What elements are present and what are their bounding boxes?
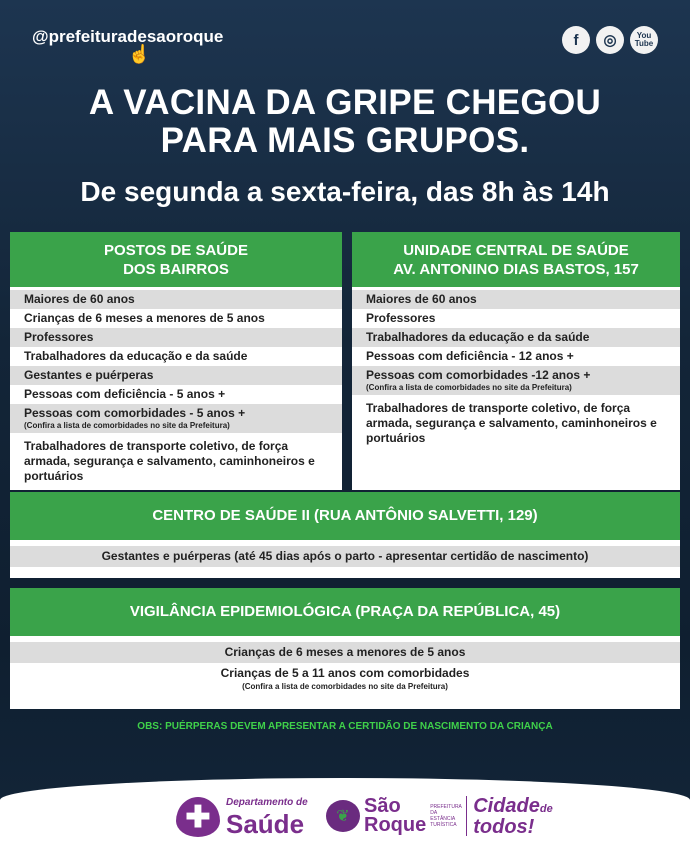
list-item xyxy=(10,328,342,347)
left-panel xyxy=(10,232,342,490)
vigilancia-row-1: Crianças de 6 meses a menores de 5 anos xyxy=(10,642,680,663)
city-name-line-1: São xyxy=(364,795,401,817)
list-item xyxy=(10,309,342,328)
list-item xyxy=(352,347,680,366)
vigilancia-row-2-note: (Confira a lista de comorbidades no site da Prefeitura) xyxy=(242,682,448,691)
list-item-label: Maiores de 60 anos xyxy=(24,292,135,306)
list-item xyxy=(10,385,342,404)
slogan-line-1: Cidade xyxy=(473,794,540,817)
dept-big-text: Saúde xyxy=(226,809,305,839)
list-item-label: Pessoas com comorbidades - 5 anos + xyxy=(24,406,246,420)
list-item-label: Professores xyxy=(366,311,436,325)
list-item xyxy=(10,290,342,309)
obs-note: OBS: PUÉRPERAS DEVEM APRESENTAR A CERTIDÃO DE NASCIMENTO DA CRIANÇA xyxy=(137,721,553,732)
vigilancia-box xyxy=(10,588,680,709)
list-item-label: Crianças de 6 meses a menores de 5 anos xyxy=(24,311,265,325)
left-panel-header xyxy=(10,232,342,287)
list-item xyxy=(10,404,342,433)
right-panel-subtitle: AV. ANTONINO DIAS BASTOS, 157 xyxy=(393,261,639,278)
slogan-line-2: todos! xyxy=(473,815,535,838)
schedule: De segunda a sexta-feira, das 8h às 14h xyxy=(80,176,610,207)
dept-small-text: Departamento de xyxy=(226,797,308,808)
grape-heart-icon: ❦ xyxy=(326,800,360,832)
list-item xyxy=(10,366,342,385)
left-panel-list xyxy=(10,287,342,486)
city-name-line-2: Roque xyxy=(364,814,427,836)
list-item xyxy=(352,366,680,395)
right-panel-list xyxy=(352,287,680,448)
list-item-label: Pessoas com deficiência - 5 anos + xyxy=(24,387,226,401)
list-item-label: Pessoas com comorbidades -12 anos + xyxy=(366,368,591,382)
left-panel-title: POSTOS DE SAÚDE xyxy=(104,242,248,259)
list-item-note: (Confira a lista de comorbidades no site da Prefeitura) xyxy=(24,421,230,430)
pointing-hand-icon: ☝ xyxy=(128,44,151,64)
list-item-label: Trabalhadores de transporte coletivo, de força armada, segurança e salvamento, caminhoneiros e portuários xyxy=(24,439,315,483)
centro-saude-row: Gestantes e puérperas (até 45 dias após o parto - apresentar certidão de nascimento) xyxy=(10,546,680,567)
sao-roque-logo xyxy=(326,796,553,836)
list-item-label: Trabalhadores da educação e da saúde xyxy=(366,330,590,344)
instagram-icon[interactable]: ◎ xyxy=(596,26,624,54)
facebook-icon[interactable]: f xyxy=(562,26,590,54)
logo-divider xyxy=(466,796,467,836)
left-panel-subtitle: DOS BAIRROS xyxy=(123,261,229,278)
list-item xyxy=(10,437,342,486)
slogan xyxy=(473,794,553,838)
list-item-label: Professores xyxy=(24,330,94,344)
list-item-label: Gestantes e puérperas xyxy=(24,368,154,382)
headline-line-2: PARA MAIS GRUPOS. xyxy=(160,121,530,160)
list-item xyxy=(352,290,680,309)
youtube-icon[interactable]: You Tube xyxy=(630,26,658,54)
city-small-text: PREFEITURA DA ESTÂNCIA TURÍSTICA xyxy=(430,804,462,828)
list-item xyxy=(10,347,342,366)
instagram-handle: @prefeituradesaoroque xyxy=(32,27,224,46)
list-item-label: Pessoas com deficiência - 12 anos + xyxy=(366,349,574,363)
departamento-saude-logo xyxy=(176,796,308,838)
list-item-label: Maiores de 60 anos xyxy=(366,292,477,306)
centro-saude-box xyxy=(10,492,680,578)
vigilancia-row-2-label: Crianças de 5 a 11 anos com comorbidades xyxy=(220,666,470,680)
heart-cross-icon: ✚ xyxy=(176,797,220,837)
list-item xyxy=(352,399,680,448)
vigilancia-header: VIGILÂNCIA EPIDEMIOLÓGICA (PRAÇA DA REPÚBLICA, 45) xyxy=(10,588,680,636)
headline-line-1: A VACINA DA GRIPE CHEGOU xyxy=(88,83,602,122)
headline xyxy=(0,84,690,160)
list-item-note: (Confira a lista de comorbidades no site da Prefeitura) xyxy=(366,383,572,392)
right-panel xyxy=(352,232,680,490)
vigilancia-row-2 xyxy=(10,663,680,695)
list-item xyxy=(352,309,680,328)
slogan-de: de xyxy=(539,802,553,815)
social-icons xyxy=(562,26,658,54)
list-item xyxy=(352,328,680,347)
list-item-label: Trabalhadores de transporte coletivo, de força armada, segurança e salvamento, caminhoneiros e portuários xyxy=(366,401,657,445)
centro-saude-header: CENTRO DE SAÚDE II (RUA ANTÔNIO SALVETTI, 129) xyxy=(10,492,680,540)
list-item-label: Trabalhadores da educação e da saúde xyxy=(24,349,248,363)
right-panel-header xyxy=(352,232,680,287)
right-panel-title: UNIDADE CENTRAL DE SAÚDE xyxy=(403,242,629,259)
